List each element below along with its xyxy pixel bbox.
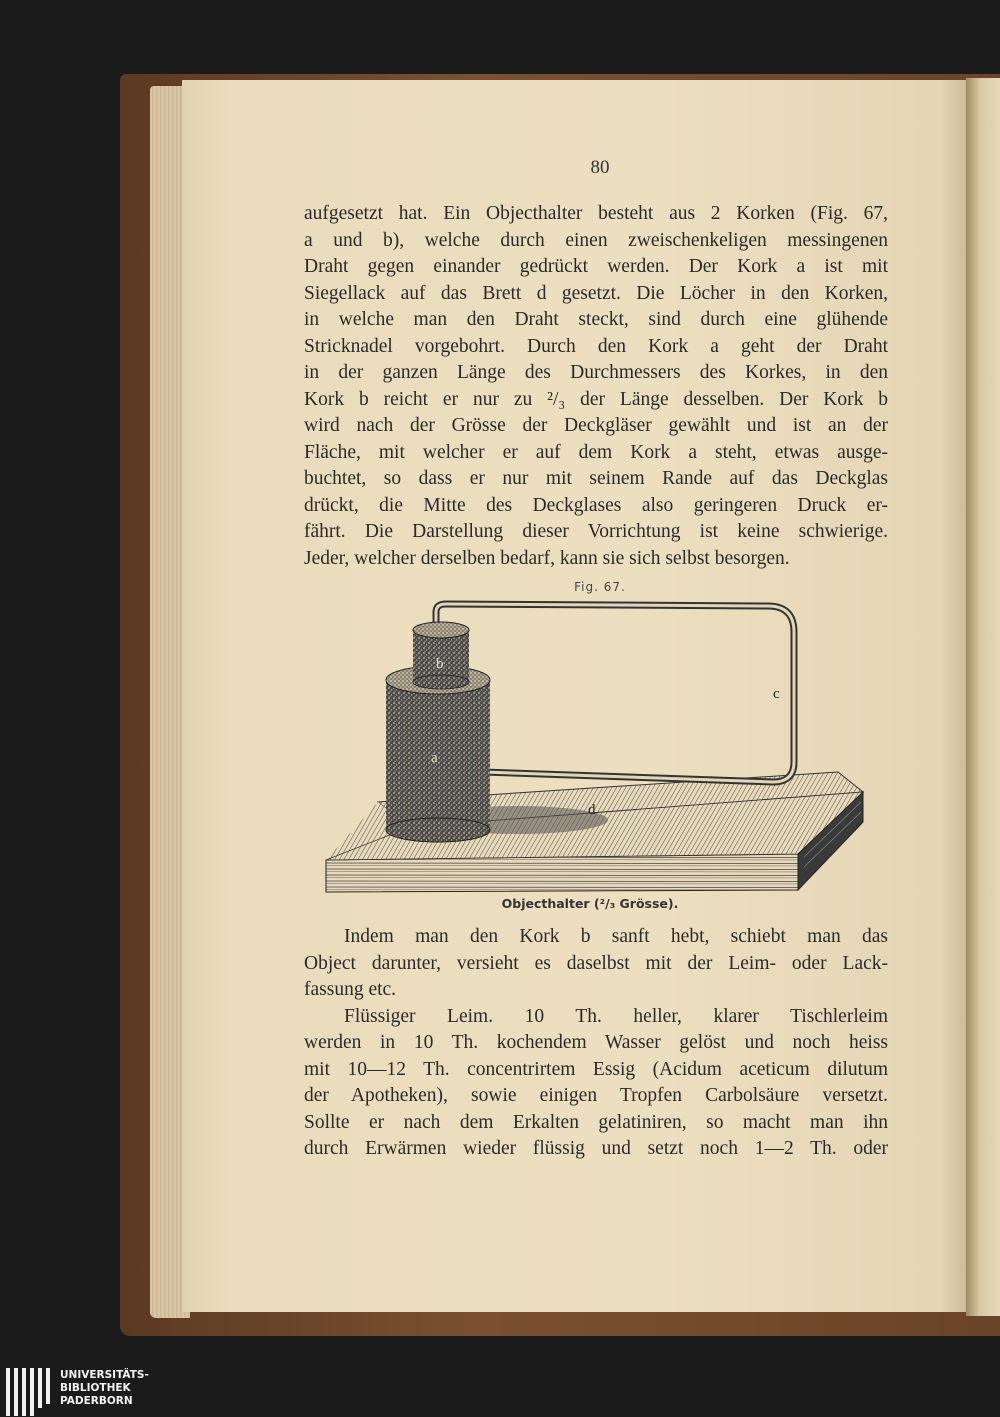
text-line: Fläche, mit welcher er auf dem Kork a steht, etwas ausge-	[304, 441, 888, 463]
figure-objecthalter-illustration	[318, 592, 868, 897]
board-front	[326, 854, 798, 892]
text-line: mit 10—12 Th. concentrirtem Essig (Acidum aceticum dilutum	[304, 1058, 888, 1080]
library-logo-text	[60, 1369, 149, 1408]
library-logo	[6, 1368, 156, 1416]
text-line: a und b), welche durch einen zweischenkeligen messingenen	[304, 229, 888, 251]
logo-line: BIBLIOTHEK	[60, 1382, 131, 1394]
text-line: der Apotheken), sowie einigen Tropfen Carbolsäure versetzt.	[304, 1085, 888, 1106]
figure-label: Fig. 67.	[574, 580, 626, 594]
text-line: Sollte er nach dem Erkalten gelatiniren, so macht man ihn	[304, 1111, 888, 1133]
text-line: fährt. Die Darstellung dieser Vorrichtung ist keine schwierige.	[304, 521, 888, 542]
text-line: Jeder, welcher derselben bedarf, kann sie sich selbst besorgen.	[304, 547, 790, 569]
text-line: Object darunter, versieht es daselbst mit der Leim- oder Lack-	[304, 952, 888, 974]
text-line-heading: Flüssiger Leim. 10 Th. heller, klarer Tischlerleim	[344, 1005, 888, 1027]
text-line: aufgesetzt hat. Ein Objecthalter besteht aus 2 Korken (Fig. 67,	[304, 203, 888, 224]
text-line: buchtet, so dass er nur mit seinem Rande auf das Deckglas	[304, 468, 888, 489]
text-line: in der ganzen Länge des Durchmessers des Korkes, in den	[304, 362, 888, 383]
logo-line: UNIVERSITÄTS-	[60, 1369, 149, 1381]
text-line: Indem man den Kork b sanft hebt, schiebt man das	[344, 926, 888, 947]
text-line: Kork b reicht er nur zu ²/₃ der Länge desselben. Der Kork b	[304, 388, 888, 410]
text-line: in welche man den Draht steckt, sind durch eine glühende	[304, 309, 888, 330]
text-line: wird nach der Grösse der Deckgläser gewählt und ist an der	[304, 415, 888, 436]
letter-d: d	[588, 802, 596, 818]
text-line: Draht gegen einander gedrückt werden. Der Kork a ist mit	[304, 256, 888, 277]
text-line: werden in 10 Th. kochendem Wasser gelöst und noch heiss	[304, 1032, 888, 1053]
letter-b: b	[436, 656, 444, 672]
text-line: fassung etc.	[304, 979, 397, 1000]
figure-caption: Objecthalter (²/₃ Grösse).	[501, 896, 679, 911]
paragraph-fluessiger-leim	[304, 924, 888, 1163]
page-number: 80	[590, 157, 610, 178]
library-logo-icon	[6, 1368, 50, 1416]
text-line: durch Erwärmen wieder flüssig und setzt noch 1—2 Th. oder	[304, 1138, 888, 1159]
letter-c: c	[773, 686, 780, 702]
text-line: Siegellack auf das Brett d gesetzt. Die Löcher in den Korken,	[304, 282, 888, 304]
logo-line: PADERBORN	[60, 1395, 133, 1407]
text-line: Stricknadel vorgebohrt. Durch den Kork a geht der Draht	[304, 335, 888, 357]
paragraph-objecthalter	[304, 201, 888, 572]
text-line: drückt, die Mitte des Deckglases also geringeren Druck er-	[304, 494, 888, 516]
letter-a: a	[431, 750, 438, 766]
facing-page-edge	[966, 78, 1000, 1316]
cork-a	[386, 680, 490, 830]
